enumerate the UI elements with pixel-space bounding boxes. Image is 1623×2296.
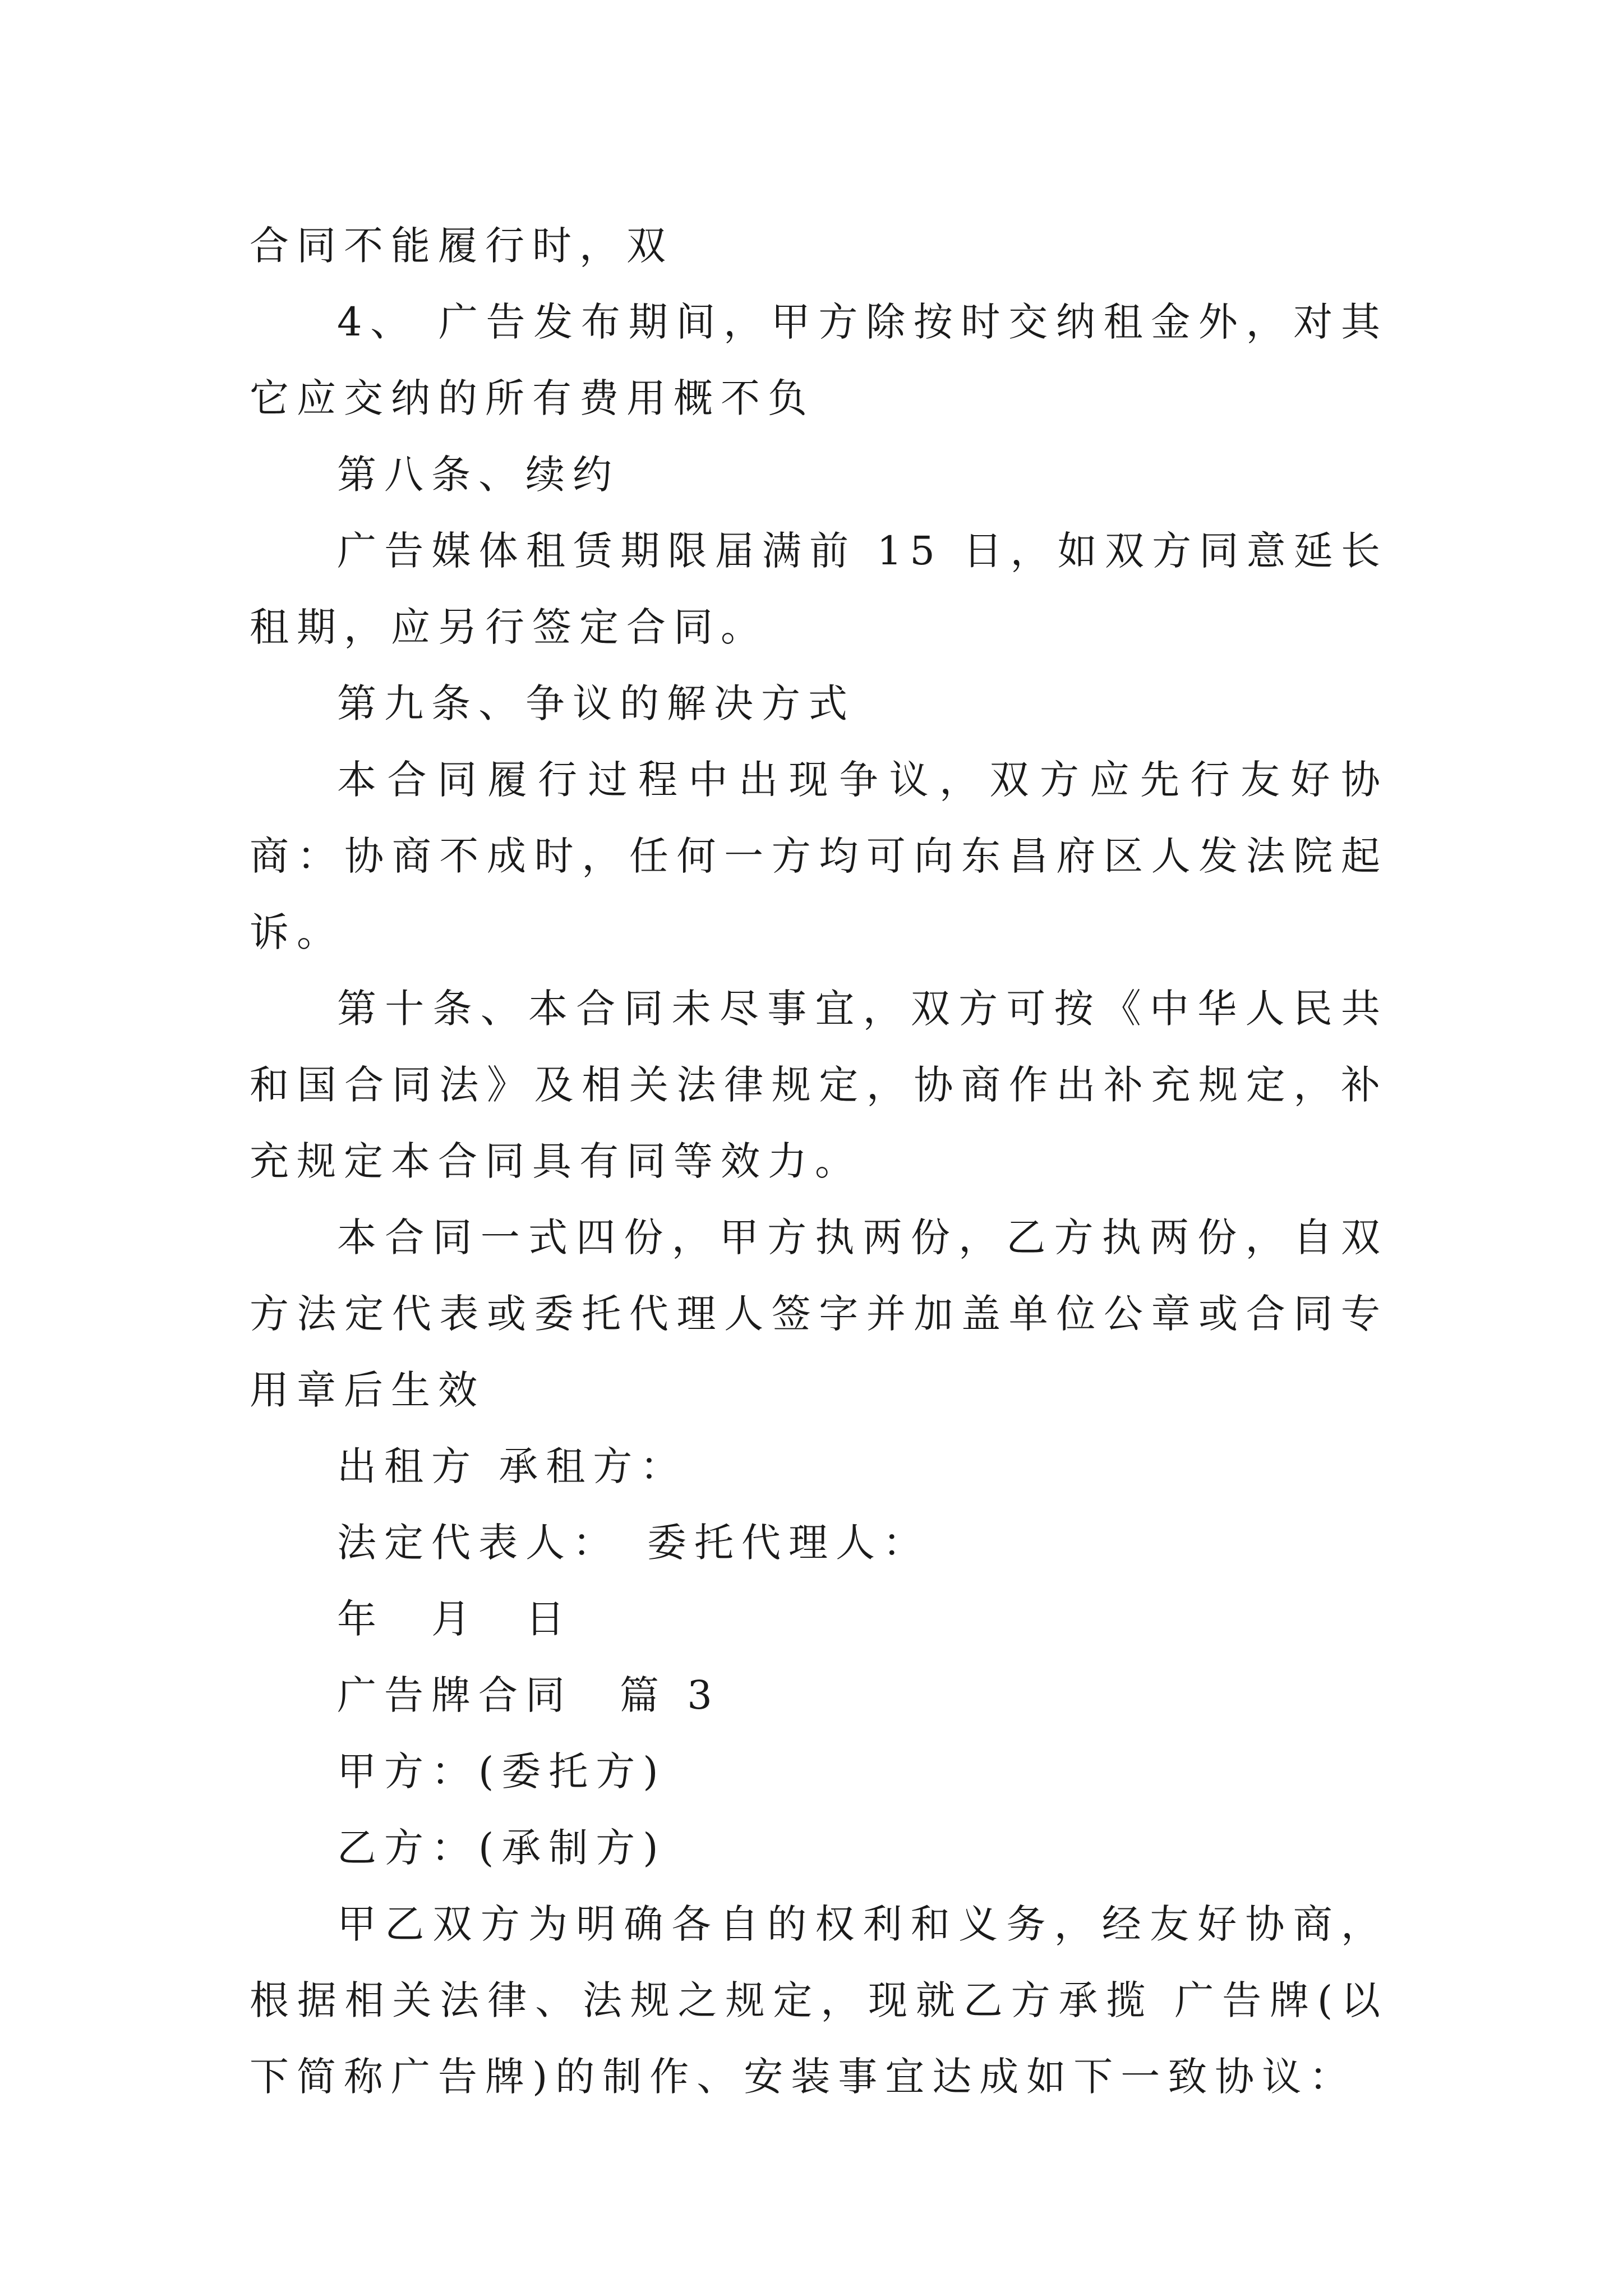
party-a: 甲方：(委托方) bbox=[337, 1749, 666, 1795]
signature-parties: 出租方 承租方： bbox=[337, 1443, 688, 1489]
paragraph-6: 本合同履行过程中出现争议，双方应先行友好协商：协商不成时，任何一方均可向东昌府区人发法院起诉。 bbox=[250, 757, 1388, 955]
paragraph-4: 广告媒体租赁期限届满前 15 日，如双方同意延长租期，应另行签定合同。 bbox=[250, 528, 1388, 650]
paragraph-2: 4、 广告发布期间，甲方除按时交纳租金外，对其它应交纳的所有费用概不负 bbox=[250, 299, 1388, 421]
signature-date: 年 月 日 bbox=[337, 1596, 573, 1642]
paragraph-7: 第十条、本合同未尽事宜，双方可按《中华人民共和国合同法》及相关法律规定，协商作出补充规定，补充规定本合同具有同等效力。 bbox=[250, 986, 1388, 1184]
party-b: 乙方：(承制方) bbox=[337, 1825, 666, 1871]
paragraph-8: 本合同一式四份，甲方执两份，乙方执两份，自双方法定代表或委托代理人签字并加盖单位公章或合同专用章后生效 bbox=[250, 1214, 1388, 1413]
section-heading-9: 第九条、争议的解决方式 bbox=[337, 680, 855, 726]
document-body bbox=[250, 208, 1388, 2115]
paragraph-1: 合同不能履行时，双 bbox=[250, 223, 674, 269]
contract-title: 广告牌合同 篇 3 bbox=[337, 1672, 720, 1718]
signature-representatives: 法定代表人： 委托代理人： bbox=[337, 1520, 930, 1566]
paragraph-15: 甲乙双方为明确各自的权利和义务，经友好协商，根据相关法律、法规之规定，现就乙方承揽 广告牌(以下简称广告牌)的制作、安装事宜达成如下一致协议： bbox=[250, 1901, 1388, 2100]
section-heading-8: 第八条、续约 bbox=[337, 452, 620, 498]
